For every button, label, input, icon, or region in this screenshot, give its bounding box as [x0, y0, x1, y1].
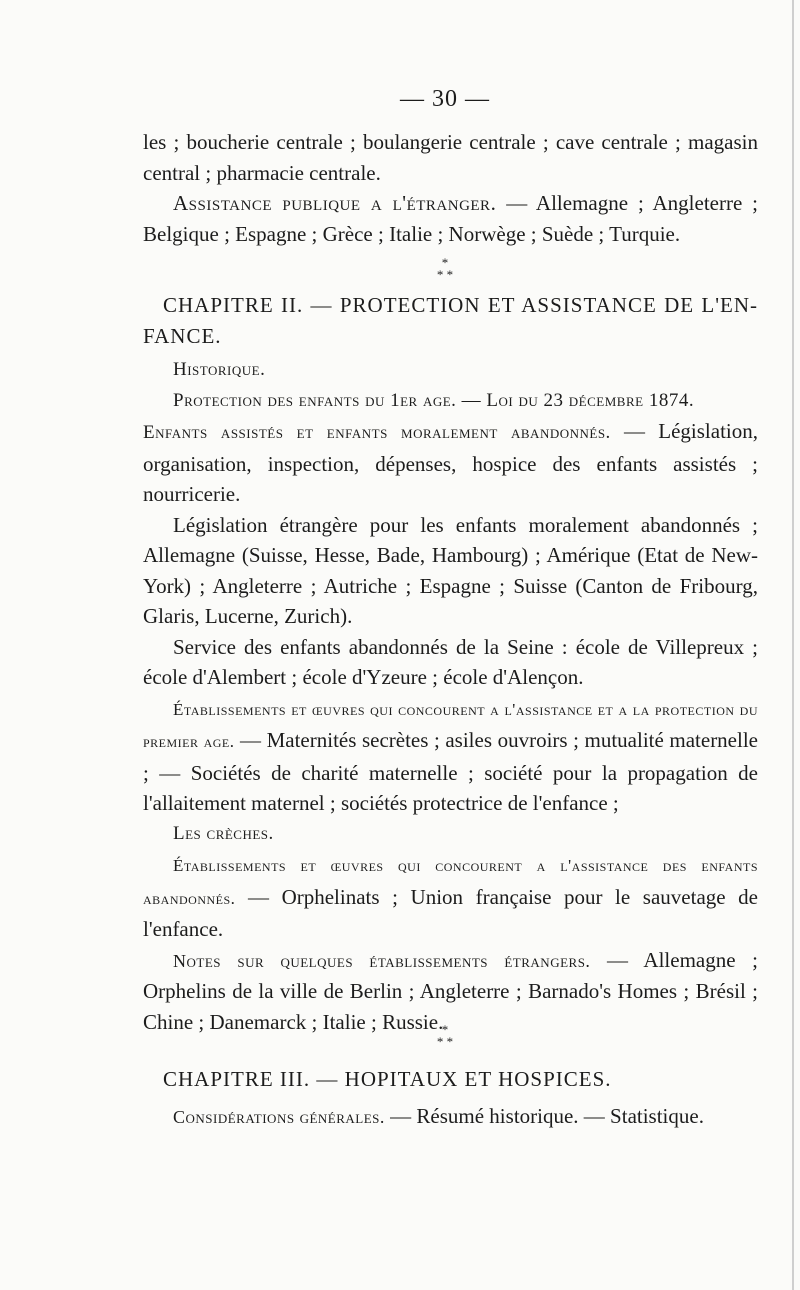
enfants-assistes-text: — Législation, organisation, inspection, dépenses, hospice des enfants assistés ; nourricerie.: [143, 419, 758, 506]
chapter-3-title-text: CHAPITRE III. — HOPITAUX ET HOSPICES.: [163, 1067, 612, 1091]
asterism-star-bottom: * *: [436, 1034, 454, 1049]
etablissements-premier-age-text: — Maternités secrètes ; asiles ouvroirs ; mutualité maternelle ; — Sociétés de charité maternelle ; société pour la propagation de l'allaitement maternel ; sociétés protectrice de l'enfance ;: [143, 728, 758, 815]
chapter-2-title: [143, 290, 758, 351]
assistance-etranger-heading: Assistance publique a l'étranger.: [173, 191, 497, 215]
asterism-star-bottom: * *: [436, 267, 454, 282]
service-paragraph: Service des enfants abandonnés de la Seine : école de Villepreux ; école d'Alembert ; école d'Yzeure ; école d'Alençon.: [143, 634, 758, 689]
etablissements-abandonnes-text: — Orphelinats ; Union française pour le sauvetage de l'enfance.: [143, 884, 758, 941]
assistance-etranger-text: — Allemagne ; Angleterre ; Belgique ; Espagne ; Grèce ; Italie ; Norwège ; Suède ; Turquie.: [143, 191, 758, 246]
chapter-2-section: [143, 290, 758, 1037]
asterism-2: [0, 1024, 800, 1048]
considerations-text: — Résumé historique. — Statistique.: [384, 1103, 704, 1128]
considerations-paragraph: [143, 1101, 758, 1133]
legislation-paragraph: Législation étrangère pour les enfants moralement abandonnés ; Allemagne (Suisse, Hesse, Bade, Hambourg) ; Amérique (Etat de New-York) ; Angleterre ; Autriche ; Espagne ; Suisse (Canton de Fribourg, Glaris, Lucerne, Zurich).: [143, 512, 758, 628]
etablissements-premier-age-paragraph: [143, 693, 758, 819]
notes-etrangers-text: — Allemagne ; Orphelins de la ville de Berlin ; Angleterre ; Barnado's Homes ; Brésil ; Chine ; Danemarck ; Italie ; Russie.: [143, 947, 758, 1034]
protection-heading: Protection des enfants du 1er age. — Loi du 23 décembre 1874.: [173, 389, 695, 411]
considerations-heading: Considérations générales.: [173, 1106, 385, 1127]
enfants-assistes-paragraph: [143, 416, 758, 510]
etablissements-abandonnes-paragraph: [143, 849, 758, 945]
continuation-paragraph: les ; boucherie centrale ; boulangerie centrale ; cave centrale ; magasin central ; pharmacie centrale.: [143, 130, 758, 185]
etablissements-abandonnes-heading: Établissements et œuvres qui concourent a l'assistance des enfants abandonnés.: [143, 856, 758, 908]
asterism-star-top: *: [441, 255, 449, 270]
page-number: — 30 —: [400, 86, 490, 112]
historique-heading: Historique.: [173, 359, 266, 380]
chapter-2-title-text: CHAPITRE II. — PROTECTION ET ASSISTANCE DE L'EN-FANCE.: [143, 293, 758, 348]
page-edge: [792, 0, 794, 1290]
etablissements-premier-age-heading: Établissements et œuvres qui concourent a l'assistance et a la protection du premier age.: [143, 699, 758, 751]
asterism-1: [0, 257, 800, 281]
notes-etrangers-heading: Notes sur quelques établissements étrangers.: [173, 950, 591, 971]
assistance-etranger-paragraph: [143, 188, 758, 249]
asterism-star-top: *: [441, 1022, 449, 1037]
intro-section: [143, 127, 758, 249]
chapter-3-section: [143, 1064, 758, 1132]
enfants-assistes-heading: Enfants assistés et enfants moralement abandonnés.: [143, 422, 611, 443]
chapter-3-title: [143, 1064, 758, 1095]
creches-heading: Les crèches.: [173, 822, 274, 844]
